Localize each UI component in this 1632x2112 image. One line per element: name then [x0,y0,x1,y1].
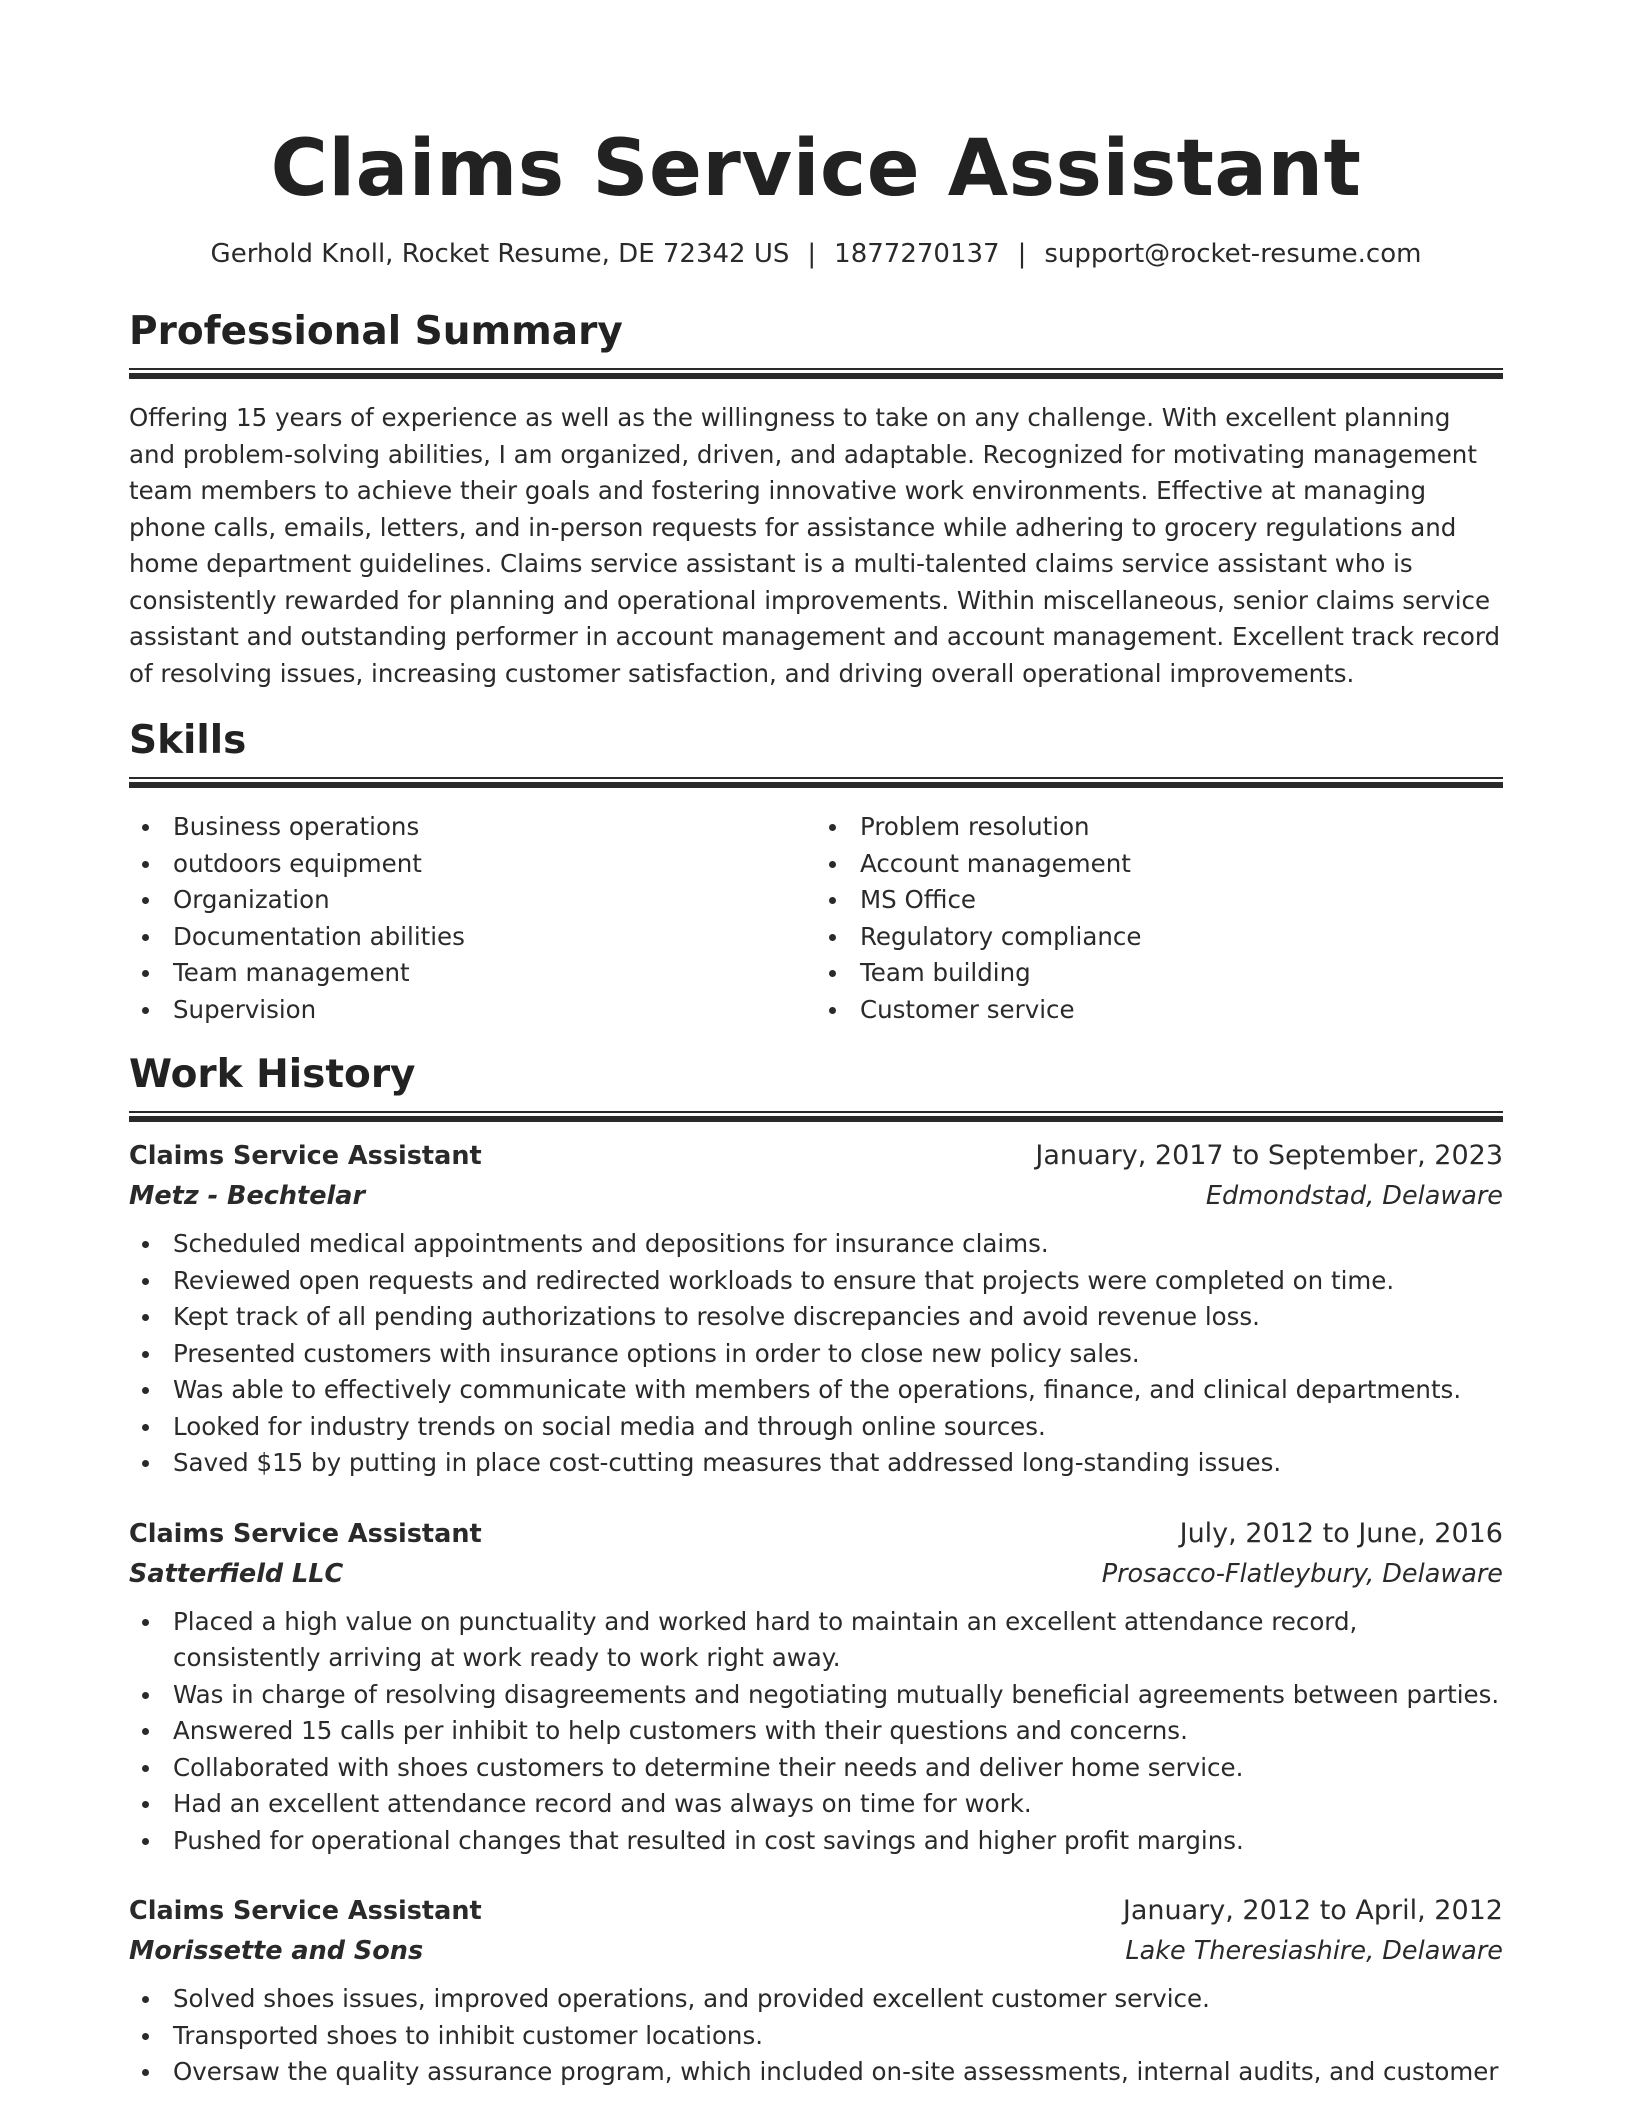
job-dates: January, 2012 to April, 2012 [1122,1895,1503,1926]
work-history-section [129,1050,1503,2091]
job-bullet: Answered 15 calls per inhibit to help customers with their questions and concerns. [129,1713,1503,1750]
contact-email: support@rocket-resume.com [1044,239,1422,269]
job-location: Prosacco-Flatleybury, Delaware [1101,1558,1503,1589]
section-divider [129,777,1503,788]
contact-address: Gerhold Knoll, Rocket Resume, DE 72342 US [210,239,790,269]
skill-item: Regulatory compliance [816,919,1503,956]
skill-item: MS Office [816,882,1503,919]
section-heading-work-history: Work History [129,1052,416,1097]
skills-right-column [816,809,1503,1028]
job-company: Metz - Bechtelar [129,1181,366,1211]
skills-section [129,716,1503,1028]
job-bullet: Kept track of all pending authorizations to resolve discrepancies and avoid revenue loss. [129,1299,1503,1336]
skill-item: outdoors equipment [129,846,816,883]
section-divider [129,368,1503,379]
job-bullet: Pushed for operational changes that resulted in cost savings and higher profit margins. [129,1823,1503,1860]
skill-item: Account management [816,846,1503,883]
summary-section [129,307,1503,692]
job-bullet: Looked for industry trends on social media and through online sources. [129,1409,1503,1446]
job-title: Claims Service Assistant [129,1518,482,1549]
job-bullets [129,1226,1503,1482]
skills-columns [129,809,1503,1028]
job-bullet: Was able to effectively communicate with members of the operations, finance, and clinical departments. [129,1372,1503,1409]
job-entry [129,1514,1503,1860]
job-subheader-row [129,1931,1503,1971]
job-dates: January, 2017 to September, 2023 [1035,1140,1503,1171]
skill-item: Business operations [129,809,816,846]
section-heading-summary: Professional Summary [129,309,623,354]
skill-item: Team management [129,955,816,992]
job-bullets [129,1981,1503,2091]
job-bullet: Reviewed open requests and redirected workloads to ensure that projects were completed on time. [129,1263,1503,1300]
job-bullet: Saved $15 by putting in place cost-cutting measures that addressed long-standing issues. [129,1445,1503,1482]
contact-line [129,236,1503,272]
job-company: Morissette and Sons [129,1936,424,1966]
job-subheader-row [129,1554,1503,1594]
job-title: Claims Service Assistant [129,1896,482,1926]
job-bullet: Presented customers with insurance options in order to close new policy sales. [129,1336,1503,1373]
skill-item: Supervision [129,992,816,1029]
job-header-row [129,1136,1503,1176]
job-entry [129,1891,1503,2091]
job-bullet: Collaborated with shoes customers to determine their needs and deliver home service. [129,1750,1503,1787]
job-company: Satterfield LLC [129,1558,344,1589]
job-bullet: Was in charge of resolving disagreements and negotiating mutually beneficial agreements between parties. [129,1677,1503,1714]
job-dates: July, 2012 to June, 2016 [1179,1517,1503,1549]
job-header-row [129,1891,1503,1931]
job-location: Edmondstad, Delaware [1205,1181,1503,1211]
skill-item: Organization [129,882,816,919]
job-bullet: Placed a high value on punctuality and worked hard to maintain an excellent attendance record, consistently arriving at work ready to work right away. [129,1604,1503,1677]
section-divider [129,1111,1503,1122]
job-entry [129,1136,1503,1482]
job-bullet: Transported shoes to inhibit customer locations. [129,2018,1503,2055]
skill-item: Problem resolution [816,809,1503,846]
contact-separator: | [1017,239,1027,269]
job-bullet: Had an excellent attendance record and was always on time for work. [129,1786,1503,1823]
skill-item: Documentation abilities [129,919,816,956]
section-heading-skills: Skills [129,718,247,763]
skill-item: Team building [816,955,1503,992]
job-bullets [129,1604,1503,1860]
contact-phone: 1877270137 [834,239,1000,269]
job-header-row [129,1514,1503,1554]
job-title: Claims Service Assistant [129,1141,482,1171]
job-bullet: Oversaw the quality assurance program, which included on-site assessments, internal audits, and customer [129,2054,1503,2091]
summary-text: Offering 15 years of experience as well as the willingness to take on any challenge. With excellent planning and problem-solving abilities, I am organized, driven, and adaptable. Recognized for motivating management team members to achieve their goals and fostering innovative work environments. Effective at managing phone calls, emails, letters, and in-person requests for assistance while adhering to grocery regulations and home department guidelines. Claims service assistant is a multi-talented claims service assistant who is consistently rewarded for planning and operational improvements. Within miscellaneous, senior claims service assistant and outstanding performer in account management and account management. Excellent track record of resolving issues, increasing customer satisfaction, and driving overall operational improvements. [129,403,1501,688]
job-location: Lake Theresiashire, Delaware [1125,1936,1503,1966]
skill-item: Customer service [816,992,1503,1029]
job-bullet: Scheduled medical appointments and depositions for insurance claims. [129,1226,1503,1263]
resume-title: Claims Service Assistant [270,124,1362,214]
skills-left-column [129,809,816,1028]
contact-separator: | [807,239,817,269]
job-bullet: Solved shoes issues, improved operations, and provided excellent customer service. [129,1981,1503,2018]
job-subheader-row [129,1176,1503,1216]
